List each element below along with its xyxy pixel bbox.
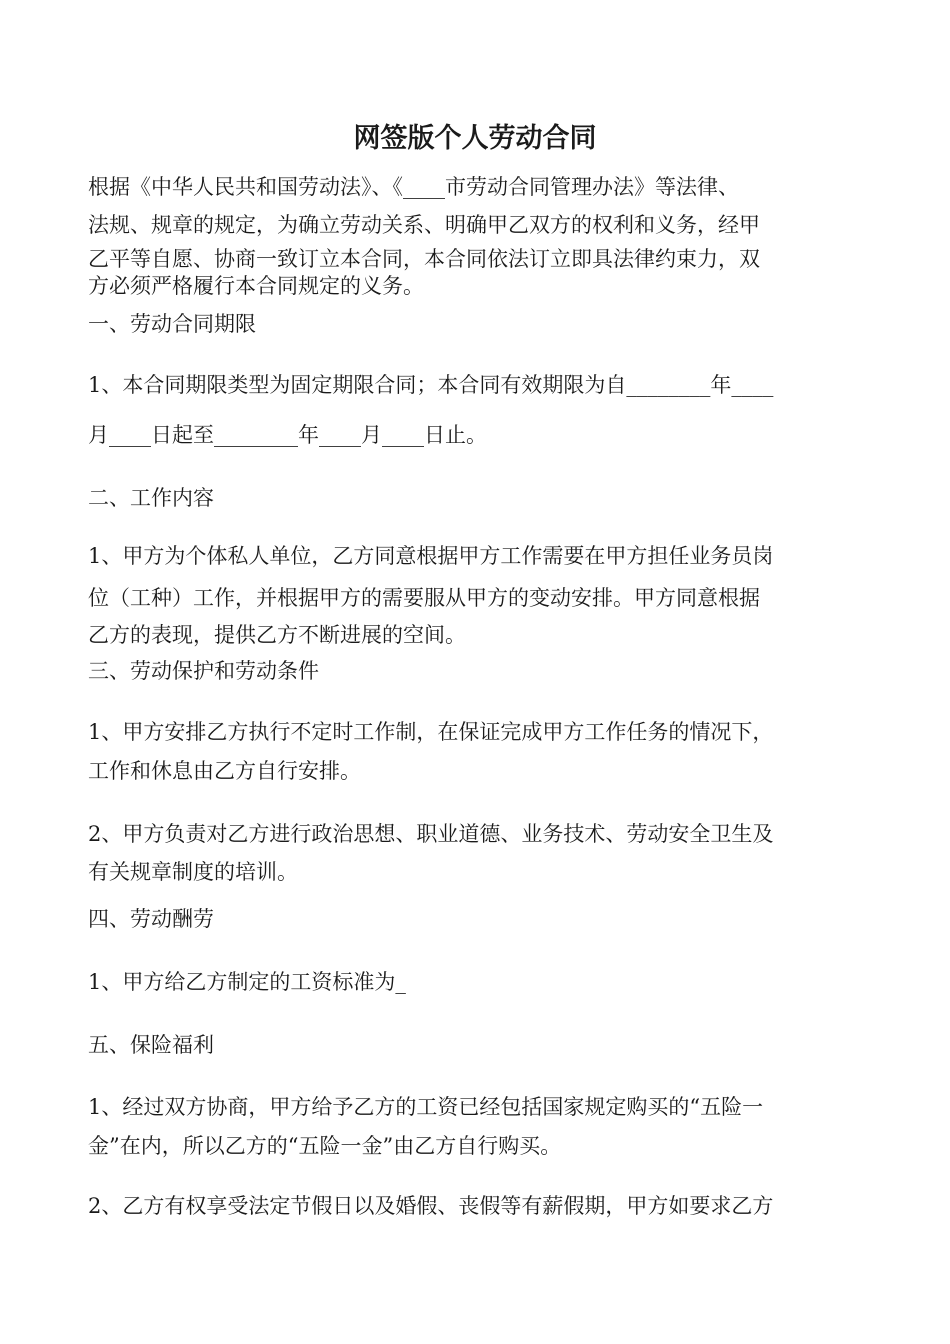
clause-paragraph	[88, 1189, 868, 1224]
section-heading: 三、劳动保护和劳动条件	[88, 659, 319, 683]
intro-line: 根据《中华人民共和国劳动法》、《____市劳动合同管理办法》等法律、	[88, 175, 739, 199]
intro-line: 法规、规章的规定，为确立劳动关系、明确甲乙双方的权利和义务，经甲	[88, 213, 760, 237]
clause-paragraph	[88, 539, 868, 648]
clause-line: 有关规章制度的培训。	[88, 860, 298, 884]
clause-line: 1、经过双方协商，甲方给予乙方的工资已经包括国家规定购买的“五险一	[88, 1095, 764, 1119]
clause-line: 金”在内，所以乙方的“五险一金”由乙方自行购买。	[88, 1134, 562, 1158]
section-heading: 四、劳动酬劳	[88, 907, 214, 931]
clause-line: 2、乙方有权享受法定节假日以及婚假、丧假等有薪假期，甲方如要求乙方	[88, 1194, 774, 1218]
section-heading: 二、工作内容	[88, 486, 214, 510]
clause-line: 1、甲方为个体私人单位，乙方同意根据甲方工作需要在甲方担任业务员岗	[88, 544, 774, 568]
clause-line: 1、本合同期限类型为固定期限合同；本合同有效期限为自________年____	[88, 373, 774, 397]
clause-line: 乙方的表现，提供乙方不断进展的空间。	[88, 623, 466, 647]
clause-paragraph	[88, 965, 868, 1000]
clause-line: 1、甲方安排乙方执行不定时工作制，在保证完成甲方工作任务的情况下，	[88, 720, 774, 744]
section-heading: 五、保险福利	[88, 1033, 214, 1057]
intro-line: 乙平等自愿、协商一致订立本合同，本合同依法订立即具法律约束力，双	[88, 247, 760, 271]
intro-paragraph	[88, 170, 868, 300]
clause-line: 1、甲方给乙方制定的工资标准为_	[88, 970, 406, 994]
clause-line: 工作和休息由乙方自行安排。	[88, 759, 361, 783]
intro-line: 方必须严格履行本合同规定的义务。	[88, 274, 424, 298]
clause-paragraph	[88, 817, 868, 893]
clause-line: 位（工种）工作，并根据甲方的需要服从甲方的变动安排。甲方同意根据	[88, 586, 760, 610]
clause-paragraph	[88, 715, 868, 793]
clause-line: 2、甲方负责对乙方进行政治思想、职业道德、业务技术、劳动安全卫生及	[88, 822, 774, 846]
clause-line: 月____日起至________年____月____日止。	[88, 423, 487, 447]
clause-paragraph	[88, 368, 868, 467]
section-heading: 一、劳动合同期限	[88, 312, 256, 336]
document-title: 网签版个人劳动合同	[353, 123, 597, 154]
clause-paragraph	[88, 1090, 868, 1168]
